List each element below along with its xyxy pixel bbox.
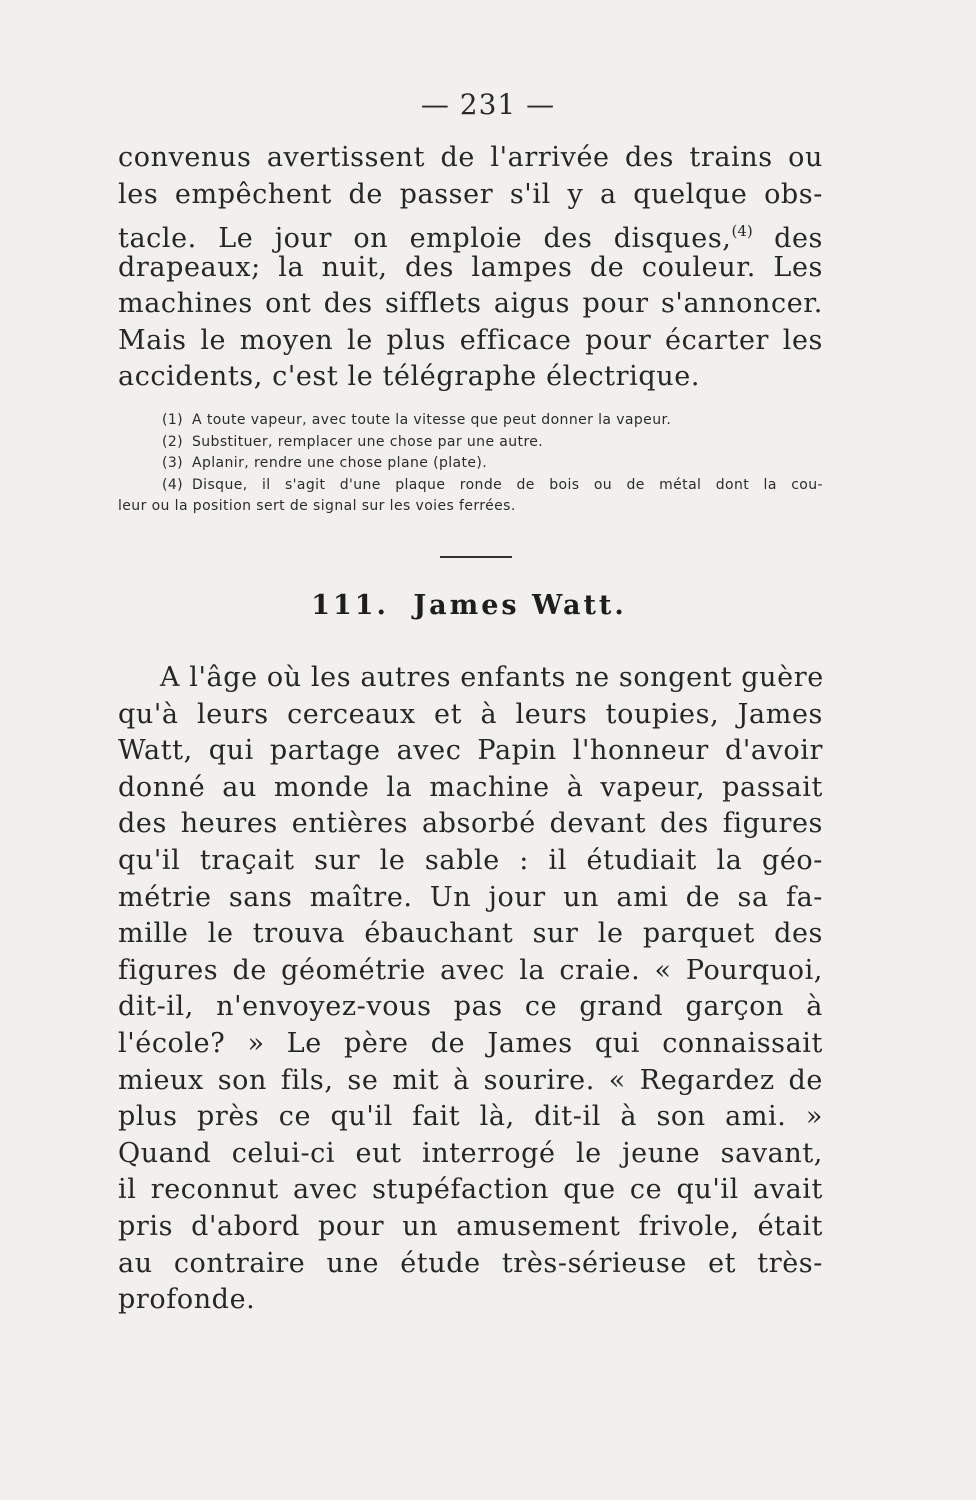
text-line: il reconnut avec stupéfaction que ce qu'il avait xyxy=(118,1174,823,1206)
text-line: A l'âge où les autres enfants ne songent guère xyxy=(160,662,824,693)
footnote-text: Substituer, remplacer une chose par une autre. xyxy=(192,433,544,450)
text-line: profonde. xyxy=(118,1284,256,1316)
footnote xyxy=(118,475,823,497)
footnote xyxy=(118,410,823,432)
text-line: figures de géométrie avec la craie. « Pourquoi, xyxy=(118,954,823,986)
text-line: Watt, qui partage avec Papin l'honneur d'avoir xyxy=(118,735,823,767)
text-line: accidents, c'est le télégraphe électrique. xyxy=(118,361,701,392)
section-title: James Watt. xyxy=(413,590,627,621)
text-line: pris d'abord pour un amusement frivole, était xyxy=(118,1210,823,1242)
footnote-number: (4) xyxy=(162,476,184,493)
footnote-continuation: leur ou la position sert de signal sur les voies ferrées. xyxy=(118,498,516,514)
page-number: — 231 — xyxy=(420,88,556,121)
text-line: les empêchent de passer s'il y a quelque obs- xyxy=(118,178,823,210)
text-line: des heures entières absorbé devant des figures xyxy=(118,808,823,840)
footnote-number: (1) xyxy=(162,412,184,428)
footnote-text: Disque, il s'agit d'une plaque ronde de bois ou de métal dont la cou- xyxy=(192,476,823,493)
text-line: Quand celui-ci eut interrogé le jeune savant, xyxy=(118,1137,823,1169)
text-line: mille le trouva ébauchant sur le parquet des xyxy=(118,918,823,950)
text-line: métrie sans maître. Un jour un ami de sa fa- xyxy=(118,881,823,913)
body-paragraph xyxy=(118,660,823,1319)
footnote xyxy=(118,432,823,454)
section-heading xyxy=(0,590,938,621)
footnote-number: (3) xyxy=(162,455,184,471)
intro-paragraph xyxy=(118,140,823,396)
footnote-text: Aplanir, rendre une chose plane (plate). xyxy=(192,455,488,471)
text-line: dit-il, n'envoyez-vous pas ce grand garçon à xyxy=(118,991,823,1023)
footnotes xyxy=(118,410,823,518)
text-line: au contraire une étude très-sérieuse et très- xyxy=(118,1247,823,1279)
footnote xyxy=(118,453,823,475)
text-line: drapeaux; la nuit, des lampes de couleur. Les xyxy=(118,251,823,283)
footnote-text: A toute vapeur, avec toute la vitesse que peut donner la vapeur. xyxy=(192,412,672,428)
text-line: l'école? » Le père de James qui connaissait xyxy=(118,1027,823,1059)
section-number: 111. xyxy=(311,590,389,621)
text-line: qu'à leurs cerceaux et à leurs toupies, James xyxy=(118,698,823,730)
text-line: qu'il traçait sur le sable : il étudiait la géo- xyxy=(118,844,823,876)
text-line: Mais le moyen le plus efficace pour écarter les xyxy=(118,324,823,356)
text-line: plus près ce qu'il fait là, dit-il à son ami. » xyxy=(118,1101,823,1133)
text-line: convenus avertissent de l'arrivée des trains ou xyxy=(118,142,823,173)
section-divider xyxy=(440,556,512,558)
text-line: machines ont des sifflets aigus pour s'annoncer. xyxy=(118,288,823,319)
footnote-number: (2) xyxy=(162,433,184,450)
text-line: donné au monde la machine à vapeur, passait xyxy=(118,771,823,803)
text-line: mieux son fils, se mit à sourire. « Regardez de xyxy=(118,1064,823,1096)
text-line xyxy=(118,213,823,254)
footnote-reference: (4) xyxy=(731,222,753,240)
text-line-part: tacle. Le jour on emploie des disques, xyxy=(118,223,732,254)
text-line-part: des xyxy=(752,223,823,254)
